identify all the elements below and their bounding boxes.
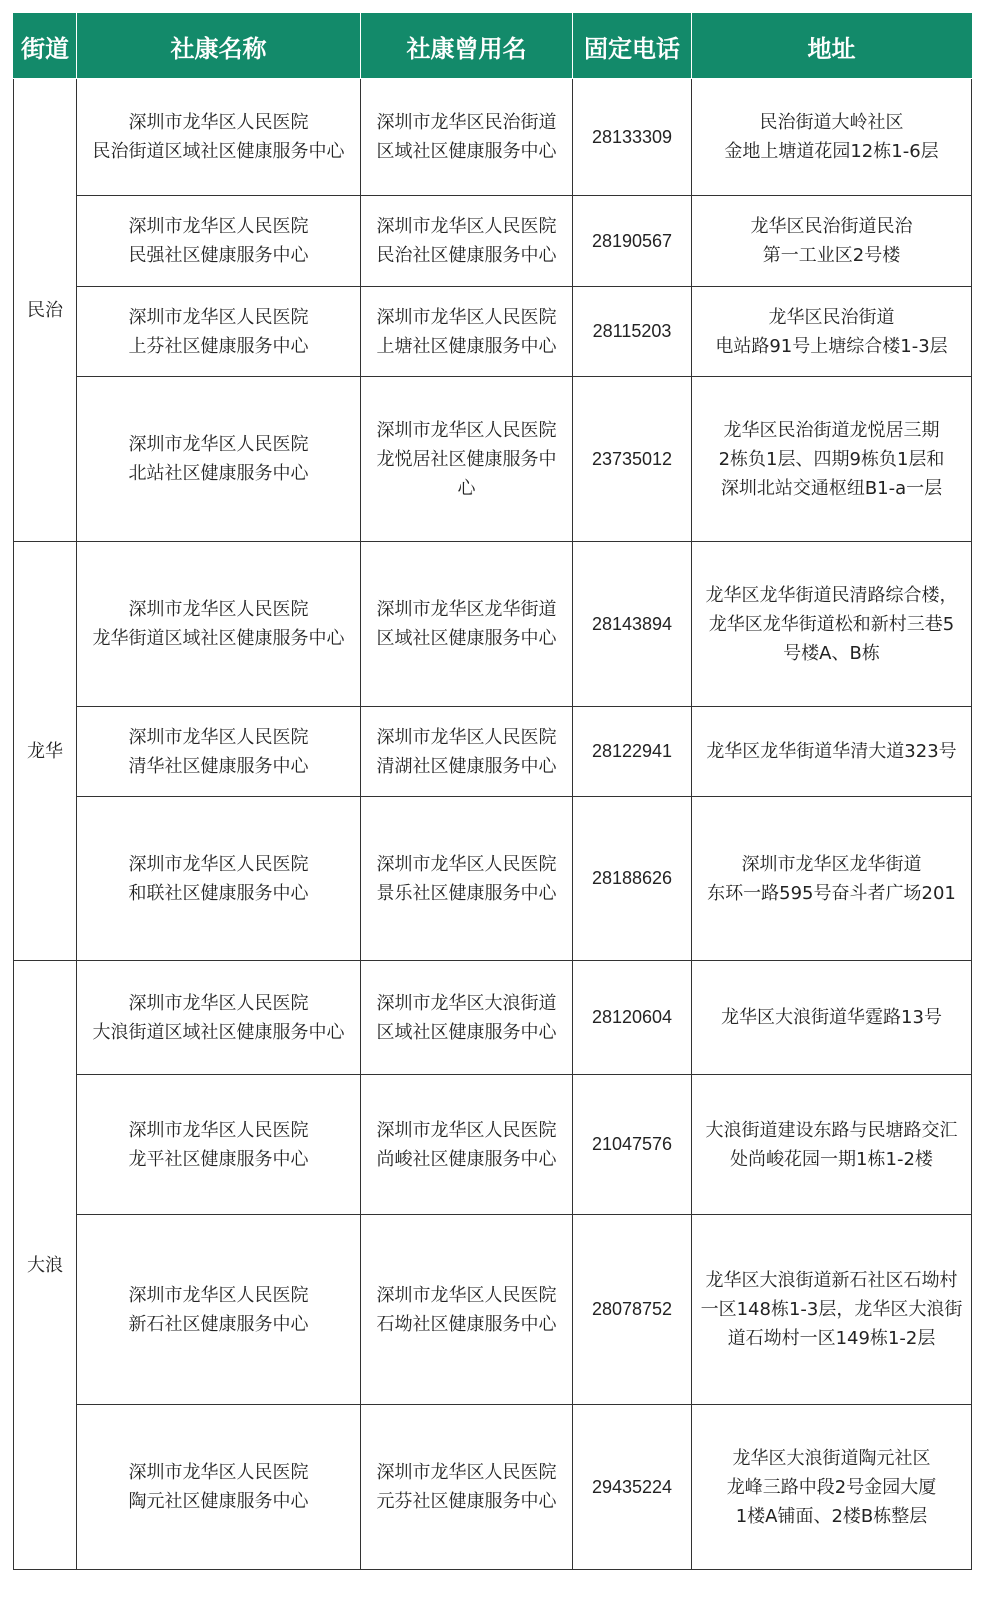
header-address: 地址	[692, 14, 972, 79]
address-cell	[692, 196, 972, 287]
center-name-cell	[77, 79, 361, 196]
cell-line: 深圳市龙华区龙华街道	[741, 853, 922, 875]
cell-line: 龙华区大浪街道陶元社区	[732, 1447, 931, 1469]
table-row	[14, 707, 972, 797]
cell-line: 深圳市龙华区人民医院	[376, 1119, 557, 1141]
cell-line: 区域社区健康服务中心	[376, 628, 557, 649]
cell-line: 新石社区健康服务中心	[128, 1313, 309, 1335]
former-name-cell	[361, 1405, 573, 1570]
cell-line: 深圳市龙华区人民医院	[128, 599, 309, 620]
district-cell: 大浪	[14, 961, 77, 1570]
address-cell	[692, 1215, 972, 1405]
cell-line: 深圳市龙华区民治街道	[376, 112, 557, 133]
cell-line: 大浪街道区域社区健康服务中心	[92, 1021, 345, 1043]
table-row	[14, 79, 972, 196]
table-row	[14, 1075, 972, 1215]
cell-line: 深圳市龙华区人民医院	[376, 853, 557, 875]
table-row	[14, 377, 972, 542]
former-name-cell	[361, 797, 573, 961]
address-cell	[692, 1405, 972, 1570]
header-center-name: 社康名称	[77, 14, 361, 79]
center-name-cell	[77, 961, 361, 1075]
cell-line: 电站路91号上塘综合楼1-3层	[715, 335, 948, 357]
phone-cell: 23735012	[573, 377, 692, 542]
phone-cell: 28078752	[573, 1215, 692, 1405]
cell-line: 深圳市龙华区人民医院	[128, 1284, 309, 1306]
cell-line: 龙华街道区域社区健康服务中心	[92, 628, 345, 649]
cell-line: 龙峰三路中段2号金园大厦	[726, 1476, 937, 1498]
table-body	[14, 79, 972, 1570]
phone-cell: 28122941	[573, 707, 692, 797]
former-name-cell	[361, 707, 573, 797]
cell-line: 心	[457, 477, 476, 499]
cell-line: 龙华区龙华街道华清大道323号	[706, 741, 957, 762]
address-cell	[692, 79, 972, 196]
cell-line: 龙华区龙华街道松和新村三巷5	[708, 613, 955, 635]
former-name-cell	[361, 196, 573, 287]
address-cell	[692, 1075, 972, 1215]
table-row	[14, 287, 972, 377]
district-cell: 龙华	[14, 542, 77, 961]
center-name-cell	[77, 377, 361, 542]
center-name-cell	[77, 287, 361, 377]
health-center-table	[13, 13, 972, 1570]
phone-cell: 21047576	[573, 1075, 692, 1215]
cell-line: 龙华区大浪街道新石社区石坳村	[705, 1270, 958, 1291]
phone-cell: 28133309	[573, 79, 692, 196]
cell-line: 深圳市龙华区人民医院	[376, 1284, 557, 1306]
address-cell	[692, 961, 972, 1075]
cell-line: 上塘社区健康服务中心	[376, 335, 557, 357]
former-name-cell	[361, 1075, 573, 1215]
former-name-cell	[361, 542, 573, 707]
phone-cell: 28188626	[573, 797, 692, 961]
cell-line: 龙华区大浪街道华霆路13号	[721, 1007, 942, 1028]
cell-line: 号楼A、B栋	[783, 642, 880, 664]
former-name-cell	[361, 287, 573, 377]
former-name-cell	[361, 79, 573, 196]
header-district: 街道	[14, 14, 77, 79]
cell-line: 道石坳村一区149栋1-2层	[727, 1328, 936, 1349]
former-name-cell	[361, 961, 573, 1075]
cell-line: 深圳市龙华区人民医院	[128, 1119, 309, 1141]
former-name-cell	[361, 377, 573, 542]
address-cell	[692, 287, 972, 377]
cell-line: 石坳社区健康服务中心	[376, 1313, 557, 1335]
table-row	[14, 1405, 972, 1570]
cell-line: 深圳市龙华区大浪街道	[376, 992, 557, 1014]
cell-line: 民治社区健康服务中心	[376, 245, 557, 266]
address-cell	[692, 542, 972, 707]
cell-line: 深圳市龙华区人民医院	[128, 726, 309, 748]
cell-line: 民治街道大岭社区	[759, 112, 904, 133]
center-name-cell	[77, 707, 361, 797]
cell-line: 深圳市龙华区人民医院	[376, 419, 557, 441]
former-name-cell	[361, 1215, 573, 1405]
table-row	[14, 1215, 972, 1405]
center-name-cell	[77, 1075, 361, 1215]
cell-line: 1楼A铺面、2楼B栋整层	[735, 1505, 928, 1527]
table-row	[14, 542, 972, 707]
cell-line: 深圳市龙华区人民医院	[128, 112, 309, 133]
cell-line: 民强社区健康服务中心	[128, 245, 309, 266]
cell-line: 深圳市龙华区人民医院	[128, 1462, 309, 1483]
cell-line: 龙华区龙华街道民清路综合楼，	[705, 584, 958, 606]
cell-line: 第一工业区2号楼	[762, 245, 901, 266]
phone-cell: 28120604	[573, 961, 692, 1075]
center-name-cell	[77, 1405, 361, 1570]
table-row	[14, 961, 972, 1075]
cell-line: 深圳市龙华区人民医院	[376, 726, 557, 748]
phone-cell: 29435224	[573, 1405, 692, 1570]
cell-line: 景乐社区健康服务中心	[376, 882, 557, 904]
cell-line: 清湖社区健康服务中心	[376, 755, 557, 777]
address-cell	[692, 707, 972, 797]
cell-line: 大浪街道建设东路与民塘路交汇	[705, 1119, 958, 1141]
address-cell	[692, 797, 972, 961]
cell-line: 区域社区健康服务中心	[376, 1021, 557, 1043]
cell-line: 深圳市龙华区人民医院	[128, 434, 309, 455]
cell-line: 一区148栋1-3层，龙华区大浪街	[700, 1299, 963, 1320]
cell-line: 深圳市龙华区人民医院	[128, 216, 309, 237]
cell-line: 龙平社区健康服务中心	[128, 1148, 309, 1170]
cell-line: 深圳市龙华区人民医院	[376, 1462, 557, 1483]
cell-line: 北站社区健康服务中心	[128, 463, 309, 484]
table-row	[14, 797, 972, 961]
cell-line: 龙华区民治街道民治	[750, 216, 913, 237]
center-name-cell	[77, 542, 361, 707]
table-header-row	[14, 14, 972, 79]
cell-line: 深圳市龙华区龙华街道	[376, 599, 557, 620]
header-phone: 固定电话	[573, 14, 692, 79]
district-cell: 民治	[14, 79, 77, 542]
cell-line: 元芬社区健康服务中心	[376, 1491, 557, 1512]
phone-cell: 28143894	[573, 542, 692, 707]
cell-line: 龙悦居社区健康服务中	[376, 448, 557, 470]
cell-line: 和联社区健康服务中心	[128, 882, 309, 904]
cell-line: 民治街道区域社区健康服务中心	[92, 141, 345, 162]
center-name-cell	[77, 797, 361, 961]
cell-line: 深圳市龙华区人民医院	[128, 853, 309, 875]
table-row	[14, 196, 972, 287]
cell-line: 深圳北站交通枢纽B1-a一层	[720, 477, 943, 499]
cell-line: 深圳市龙华区人民医院	[376, 216, 557, 237]
cell-line: 龙华区民治街道	[768, 306, 895, 328]
phone-cell: 28190567	[573, 196, 692, 287]
phone-cell: 28115203	[573, 287, 692, 377]
cell-line: 尚峻社区健康服务中心	[376, 1148, 557, 1170]
cell-line: 深圳市龙华区人民医院	[376, 306, 557, 328]
cell-line: 陶元社区健康服务中心	[128, 1491, 309, 1512]
cell-line: 金地上塘道花园12栋1-6层	[724, 141, 939, 162]
address-cell	[692, 377, 972, 542]
cell-line: 龙华区民治街道龙悦居三期	[723, 419, 940, 441]
header-former-name: 社康曾用名	[361, 14, 573, 79]
cell-line: 区域社区健康服务中心	[376, 141, 557, 162]
cell-line: 2栋负1层、四期9栋负1层和	[718, 448, 945, 470]
cell-line: 深圳市龙华区人民医院	[128, 992, 309, 1014]
cell-line: 处尚峻花园一期1栋1-2楼	[730, 1148, 933, 1170]
cell-line: 上芬社区健康服务中心	[128, 335, 309, 357]
cell-line: 东环一路595号奋斗者广场201	[707, 882, 956, 904]
cell-line: 深圳市龙华区人民医院	[128, 306, 309, 328]
center-name-cell	[77, 196, 361, 287]
cell-line: 清华社区健康服务中心	[128, 755, 309, 777]
center-name-cell	[77, 1215, 361, 1405]
